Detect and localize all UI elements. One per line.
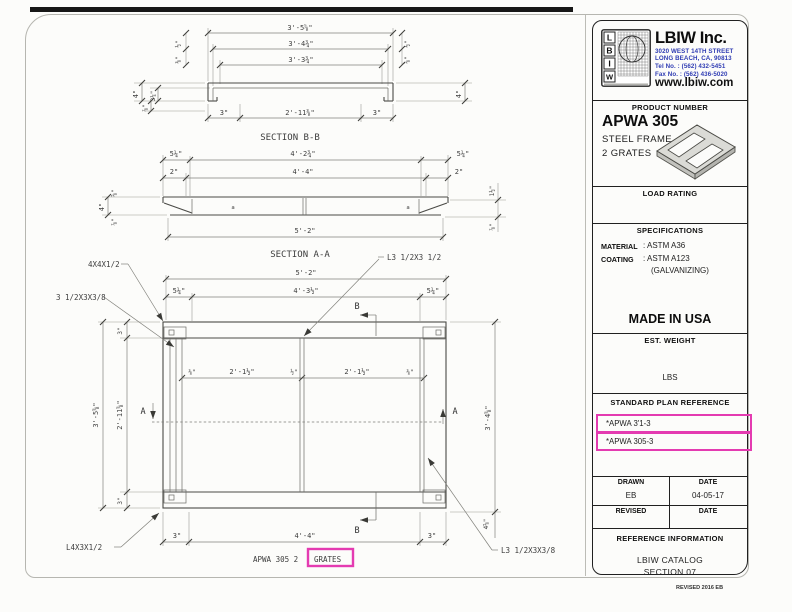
dim-label: 5'-2" xyxy=(295,269,317,277)
dim-label: 3'-3¾" xyxy=(288,56,314,64)
material-value: : ASTM A36 xyxy=(643,241,686,250)
product-desc-2: 2 GRATES xyxy=(602,148,652,159)
dim-label: 2" xyxy=(169,168,179,176)
marker-letter: A xyxy=(140,407,146,417)
bb-channel-profile xyxy=(208,83,393,101)
marker-letter: B xyxy=(354,526,360,536)
dim-label: ½" xyxy=(175,40,182,48)
dim-label: 2'-1½" xyxy=(344,368,370,376)
product-number: APWA 305 xyxy=(602,113,679,130)
revised-date-label: DATE xyxy=(698,508,718,515)
divider xyxy=(592,100,748,101)
logo-letter: L xyxy=(606,32,613,43)
company-website: www.lbiw.com xyxy=(655,77,734,89)
dim-label: 3'-5⅝" xyxy=(92,402,100,428)
dim-label: ⅜" xyxy=(406,369,414,376)
product-number-header: PRODUCT NUMBER xyxy=(631,103,709,112)
section-marker-b-top xyxy=(354,302,376,336)
dim-label: 3" xyxy=(372,109,382,117)
logo-letter: W xyxy=(605,72,614,82)
divider xyxy=(592,476,748,477)
made-in-usa: MADE IN USA xyxy=(628,312,712,326)
date-value: 04-05-17 xyxy=(691,491,725,500)
product-isometric-sketch xyxy=(649,113,743,185)
dim-label: 3'-4¾" xyxy=(288,40,314,48)
plan-title: APWA 305 2 xyxy=(253,555,299,564)
dim-label: ⅞" xyxy=(489,223,496,231)
plan-view xyxy=(92,269,501,566)
company-tel: Tel No. : (562) 432-5451 xyxy=(655,63,726,70)
date-label: DATE xyxy=(698,479,718,486)
dim-label: 3" xyxy=(117,327,124,335)
company-address-line1: 3020 WEST 14TH STREET xyxy=(655,48,734,55)
title-block xyxy=(592,20,748,575)
drawn-label: DRAWN xyxy=(617,479,645,486)
dim-label: 5¼" xyxy=(172,287,186,295)
plan-frame-outline xyxy=(163,322,446,508)
dim-label: 3" xyxy=(427,532,437,540)
divider xyxy=(592,528,748,529)
company-address-line2: LONG BEACH, CA, 90813 xyxy=(655,55,732,62)
company-fax: Fax No. : (562) 436-5020 xyxy=(655,70,728,78)
callouts xyxy=(56,253,556,555)
callout-label: L4X3X1/2 xyxy=(66,543,103,552)
section-bb xyxy=(132,24,472,143)
plan-frame-members xyxy=(164,327,445,503)
section-aa xyxy=(98,150,506,260)
section-marker-a-left xyxy=(140,403,155,419)
standard-plan-ref-1: *APWA 3'1-3 xyxy=(596,414,752,433)
dim-label: 4⅝" xyxy=(483,518,490,530)
revision-note: REVISED 2016 EB xyxy=(676,585,724,591)
dim-label: 5¼" xyxy=(169,150,183,158)
marker-letter: A xyxy=(452,407,458,417)
dim-label: 2" xyxy=(454,168,464,176)
standard-plan-ref-2: *APWA 305-3 xyxy=(596,432,752,451)
revised-label: REVISED xyxy=(615,508,647,515)
dim-label: 5'-2" xyxy=(294,227,316,235)
sheet-divider-line xyxy=(585,15,586,576)
standard-plan-header: STANDARD PLAN REFERENCE xyxy=(610,398,730,407)
section-aa-label: SECTION A-A xyxy=(270,250,330,260)
plan-title-highlighted: GRATES xyxy=(314,555,342,564)
lbiw-logo xyxy=(601,29,651,87)
product-desc-1: STEEL FRAME xyxy=(602,134,673,145)
dim-label: ⅝" xyxy=(404,56,411,64)
coating-value-2: (GALVANIZING) xyxy=(651,266,709,275)
dim-label: 3" xyxy=(172,532,182,540)
dim-label: 4'-2¾" xyxy=(290,150,316,158)
dim-label: 2'-11⅝" xyxy=(116,400,124,430)
weld-mark: a xyxy=(231,205,235,211)
callout-label: 4X4X1/2 xyxy=(88,260,120,269)
dim-label: 3¼" xyxy=(150,90,157,102)
dim-label: 1½" xyxy=(489,185,496,197)
dim-label: 4'-4" xyxy=(292,168,314,176)
callout-label: 3 1/2X3X3/8 xyxy=(56,293,106,302)
dim-label: 4" xyxy=(98,202,106,212)
aa-bar-profile xyxy=(163,197,448,215)
reference-info-header: REFERENCE INFORMATION xyxy=(616,534,724,543)
divider xyxy=(592,505,748,506)
reference-line-2: SECTION 07 xyxy=(643,567,697,577)
bb-channel-inner-lines xyxy=(213,88,388,101)
coating-value: : ASTM A123 xyxy=(643,254,690,263)
callout-label: L3 1/2X3X3/8 xyxy=(501,546,556,555)
section-marker-a-right xyxy=(440,407,457,424)
aa-bar-inner-lines xyxy=(192,198,419,215)
callout-label: L3 1/2X3 1/2 xyxy=(387,253,442,262)
dim-label: 3'-5⅝" xyxy=(287,24,313,32)
divider xyxy=(592,333,748,334)
material-label: MATERIAL xyxy=(601,242,638,251)
section-bb-label: SECTION B-B xyxy=(260,133,320,143)
dim-label: 2'-11⅜" xyxy=(285,109,315,117)
dim-label: ⅝" xyxy=(111,189,118,197)
dim-label: ⅜" xyxy=(188,369,196,376)
dim-label: 4" xyxy=(132,89,140,99)
dim-label: 3" xyxy=(219,109,229,117)
dim-label: 2'-1½" xyxy=(229,368,255,376)
divider xyxy=(592,186,748,187)
dim-label: 5¼" xyxy=(456,150,470,158)
dim-label: ⅜" xyxy=(175,56,182,64)
dim-label: ½" xyxy=(404,40,411,48)
drawn-value: EB xyxy=(625,491,637,500)
weld-mark: a xyxy=(406,205,410,211)
specifications-header: SPECIFICATIONS xyxy=(636,226,704,235)
divider xyxy=(592,223,748,224)
est-weight-unit: LBS xyxy=(662,373,678,382)
reference-line-1: LBIW CATALOG xyxy=(636,555,704,565)
logo-tagline-smudge xyxy=(604,84,648,85)
est-weight-header: EST. WEIGHT xyxy=(644,336,696,345)
dim-label: 4'-4" xyxy=(294,532,316,540)
dim-label: 5¼" xyxy=(426,287,440,295)
load-rating-header: LOAD RATING xyxy=(642,189,698,198)
dim-label: ⅞" xyxy=(142,104,149,112)
dim-label: 3" xyxy=(117,497,124,505)
dim-label: ⅞" xyxy=(111,218,118,226)
logo-letter: I xyxy=(608,58,611,69)
dim-label: 4'-3½" xyxy=(293,287,319,295)
marker-letter: B xyxy=(354,302,360,312)
dim-label: ½" xyxy=(290,369,298,376)
logo-letter: B xyxy=(606,45,613,56)
dim-label: 3'-4⅝" xyxy=(484,405,492,431)
aa-dimension-lines xyxy=(108,160,448,237)
dim-label: 4" xyxy=(455,89,463,99)
divider xyxy=(592,393,748,394)
company-name: LBIW Inc. xyxy=(655,29,727,47)
section-marker-b-bottom xyxy=(354,492,376,536)
coating-label: COATING xyxy=(601,255,634,264)
